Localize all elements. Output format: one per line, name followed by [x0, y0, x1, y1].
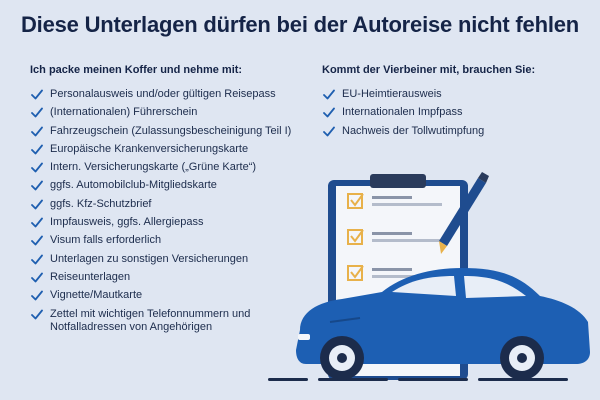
list-item-label: Vignette/Mautkarte [50, 289, 143, 302]
checklist-row [348, 230, 442, 244]
checklist-row [348, 266, 442, 280]
list-item-label: Personalausweis und/oder gültigen Reisepass [50, 88, 276, 100]
road-lines [268, 378, 568, 381]
list-item [30, 161, 320, 174]
checklist-row [348, 302, 412, 316]
checkmark-icon [31, 199, 43, 210]
list-item [30, 289, 320, 302]
checkmark-icon [31, 107, 43, 118]
checkmark-icon [323, 89, 335, 100]
checkmark-icon [31, 309, 43, 320]
pen-illustration [439, 172, 489, 254]
list-item [30, 88, 320, 101]
page-title: Diese Unterlagen dürfen bei der Autoreise nicht fehlen [20, 12, 580, 37]
list-item [322, 88, 582, 101]
right-column-heading: Kommt der Vierbeiner mit, brauchen Sie: [322, 64, 536, 76]
list-item [30, 216, 320, 229]
right-column [322, 64, 582, 143]
checkmark-icon [31, 144, 43, 155]
list-item [30, 106, 320, 119]
checkmark-icon [323, 126, 335, 137]
list-item-label: Europäische Krankenversicherungskarte [50, 142, 249, 155]
checkmark-icon [31, 180, 43, 191]
list-item [30, 271, 320, 284]
list-item-label: ggfs. Kfz-Schutzbrief [50, 197, 152, 210]
checkmark-icon [31, 89, 43, 100]
left-column [30, 64, 320, 339]
checkmark-icon [31, 254, 43, 265]
list-item-label: ggfs. Automobilclub-Mitgliedskarte [50, 179, 217, 192]
list-item [30, 198, 320, 211]
list-item-label: Fahrzeugschein (Zulassungsbescheinigung Teil I) [50, 124, 292, 137]
list-item [30, 234, 320, 247]
checkmark-icon [31, 162, 43, 173]
car-illustration [296, 268, 590, 380]
list-item-label: EU-Heimtierausweis [342, 88, 442, 100]
checkmark-icon [31, 217, 43, 228]
checkmark-icon [31, 126, 43, 137]
list-item-label: Intern. Versicherungskarte („Grüne Karte“) [50, 161, 257, 174]
checkmark-icon [323, 107, 335, 118]
list-item [322, 125, 582, 138]
list-item [30, 125, 320, 138]
list-item-label: Impfausweis, ggfs. Allergiepass [50, 216, 204, 229]
list-item-label: Reiseunterlagen [50, 270, 131, 283]
checkmark-icon [31, 272, 43, 283]
list-item [322, 106, 582, 119]
list-item [30, 253, 320, 266]
list-item-label: Internationalen Impfpass [342, 106, 463, 119]
list-item [30, 179, 320, 192]
list-item-label: Nachweis der Tollwutimpfung [342, 124, 485, 137]
list-item [30, 308, 285, 334]
list-item-label: (Internationalen) Führerschein [50, 106, 198, 119]
checkmark-icon [31, 290, 43, 301]
right-checklist [322, 88, 582, 138]
left-column-heading: Ich packe meinen Koffer und nehme mit: [30, 64, 243, 76]
checklist-row [348, 194, 442, 208]
left-checklist [30, 88, 320, 334]
clipboard-illustration [328, 174, 468, 380]
list-item-label: Zettel mit wichtigen Telefonnummern und Notfalladressen von Angehörigen [50, 307, 251, 333]
list-item-label: Visum falls erforderlich [50, 234, 162, 247]
list-item [30, 143, 320, 156]
list-item-label: Unterlagen zu sonstigen Versicherungen [50, 252, 249, 265]
checkmark-icon [31, 235, 43, 246]
